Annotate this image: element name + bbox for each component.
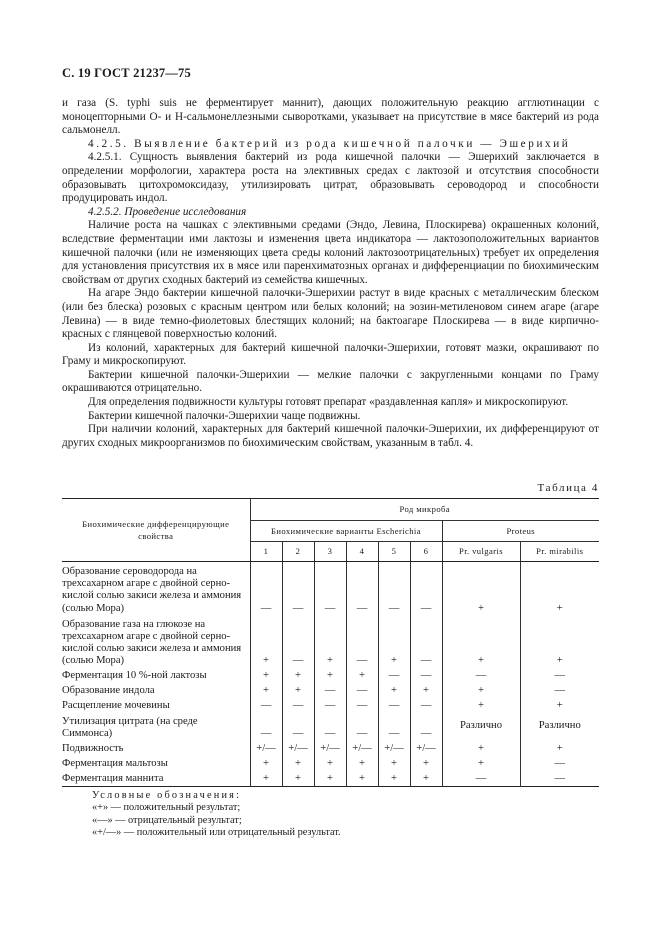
table-cell: + — [346, 668, 378, 683]
table-cell: + — [378, 615, 410, 668]
table-cell: — — [410, 698, 442, 713]
table-caption: Таблица 4 — [537, 482, 599, 494]
table-cell: + — [378, 755, 410, 770]
table-cell: + — [410, 755, 442, 770]
table-cell: — — [520, 683, 599, 698]
table-cell: — — [346, 615, 378, 668]
table-cell: — — [314, 562, 346, 615]
table-cell: — — [250, 562, 282, 615]
table-cell: + — [442, 683, 520, 698]
variant-header: 2 — [282, 542, 314, 562]
row-property: Ферментация 10 %-ной лактозы — [62, 670, 207, 682]
table-cell: — — [346, 683, 378, 698]
paragraph: Бактерии кишечной палочки-Эшерихии — мелкие палочки с закругленными концами по Граму окрашиваются отрицательно. — [62, 368, 599, 395]
table-cell: — — [282, 562, 314, 615]
row-property: Утилизация цитрата (на среде Симмонса) — [62, 715, 198, 739]
table-row — [62, 615, 599, 668]
table-cell: — — [378, 713, 410, 740]
table-row — [62, 713, 599, 740]
table-cell: — — [282, 615, 314, 668]
paragraph: Из колоний, характерных для бактерий кишечной палочки-Эшерихии, готовят мазки, окрашивают по Граму и микроскопируют. — [62, 341, 599, 368]
table-cell: — — [410, 668, 442, 683]
row-property: Образование индола — [62, 685, 155, 697]
table-row — [62, 770, 599, 786]
legend-item: «+» — положительный результат; — [92, 802, 241, 814]
table-cell: — — [442, 770, 520, 786]
table-cell: — — [346, 698, 378, 713]
table-cell: — — [378, 668, 410, 683]
table-cell: — — [520, 668, 599, 683]
paragraph: Наличие роста на чашках с элективными средами (Эндо, Левина, Плоскирева) окрашенных колоний, вследствие ферментации ими лактозы и изменения цвета индикатора — лактозоположительных вариантов кишечной палочки (или не изменяющих цвета среды колоний лактозоотрицательных) требует их определения для установления присутствия их в мясе или паренхиматозных органах и дифференциации по биохимическим свойствам от других сходных бактерий из семейства кишечных. — [62, 219, 599, 286]
table-cell: — — [314, 713, 346, 740]
table-cell: + — [250, 683, 282, 698]
row-property: Образование газа на глюкозе на трехсахарном агаре с двойной серно-кислой солью закиси железа и аммония (солью Мора) — [62, 618, 242, 667]
table-cell: — — [314, 698, 346, 713]
table-cell: + — [520, 562, 599, 615]
section-heading: 4.2.5. Выявление бактерий из рода кишечной палочки — Эшерихий — [88, 137, 571, 150]
table-cell: +/— — [250, 740, 282, 755]
table-cell: — — [410, 713, 442, 740]
table-row — [62, 755, 599, 770]
table-cell: — — [250, 713, 282, 740]
table-row — [62, 683, 599, 698]
table-cell: Различно — [520, 713, 599, 740]
table-cell: — — [378, 698, 410, 713]
table-cell: — — [410, 615, 442, 668]
table-row — [62, 562, 599, 615]
row-property: Образование сероводорода на трехсахарном агаре с двойной серно-кислой солью закиси железа и аммония (солью Мора) — [62, 566, 242, 614]
table-cell: — — [520, 770, 599, 786]
row-property: Ферментация мальтозы — [62, 757, 168, 769]
paragraph: и газа (S. typhi suis не ферментирует маннит), дающих положительную реакцию агглютинации с моноцепторными О- и Н-сальмонеллезными сыворотками, указывает на присутствие в мясе бактерий из рода сальмонелл. — [62, 97, 599, 137]
table-cell: + — [250, 770, 282, 786]
table-cell: + — [378, 683, 410, 698]
table-cell: + — [442, 615, 520, 668]
property-column-header: Биохимические дифференцирующие свойства — [62, 499, 250, 562]
body-text — [62, 97, 599, 450]
escherichia-header: Биохимические варианты Escherichia — [250, 521, 442, 542]
table-row — [62, 740, 599, 755]
variant-header: 4 — [346, 542, 378, 562]
page-header: С. 19 ГОСТ 21237—75 — [62, 66, 191, 80]
legend-item: «—» — отрицательный результат; — [92, 814, 242, 826]
table-cell: + — [442, 562, 520, 615]
table-cell: + — [250, 755, 282, 770]
table-cell: + — [346, 770, 378, 786]
table-cell: + — [314, 615, 346, 668]
table-cell: + — [442, 698, 520, 713]
table-cell: + — [282, 755, 314, 770]
proteus-header: Proteus — [442, 521, 599, 542]
paragraph: При наличии колоний, характерных для бактерий кишечной палочки-Эшерихии, их дифференцируют от других сходных микроорганизмов по биохимическим свойствам, указанным в табл. 4. — [62, 423, 599, 449]
table-cell: + — [410, 683, 442, 698]
table-cell: — — [410, 562, 442, 615]
variant-header: 3 — [314, 542, 346, 562]
table-cell: + — [378, 770, 410, 786]
legend-item: «+/—» — положительный или отрицательный результат. — [92, 827, 341, 839]
table-cell: +/— — [346, 740, 378, 755]
subsection-heading: 4.2.5.2. Проведение исследования — [88, 205, 247, 218]
row-property: Подвижность — [62, 742, 124, 754]
table-cell: + — [442, 755, 520, 770]
variant-header: 1 — [250, 542, 282, 562]
table-cell: — — [250, 698, 282, 713]
table-cell: +/— — [410, 740, 442, 755]
paragraph: На агаре Эндо бактерии кишечной палочки-Эшерихии растут в виде красных с металлическим блеском (или без блеска) розовых с красным центром или белых колоний; на эозин-метиленовом синем агаре (агаре Левина) — в виде темно-фиолетовых блестящих колоний; на бактоагаре Плоскирева — в виде кирпично-красных с глянцевой поверхностью колоний. — [62, 287, 599, 341]
table-cell: +/— — [378, 740, 410, 755]
table-cell: +/— — [282, 740, 314, 755]
table-cell: + — [250, 668, 282, 683]
table-cell: + — [250, 615, 282, 668]
table-cell: — — [378, 562, 410, 615]
table-cell: + — [314, 755, 346, 770]
table-cell: Различно — [442, 713, 520, 740]
variant-header: 6 — [410, 542, 442, 562]
table-row — [62, 668, 599, 683]
table-cell: — — [282, 698, 314, 713]
row-property: Расщепление мочевины — [62, 700, 170, 712]
table-cell: + — [520, 698, 599, 713]
row-property: Ферментация маннита — [62, 773, 164, 785]
species-header: Pr. vulgaris — [442, 542, 520, 562]
table-cell: — — [346, 562, 378, 615]
legend-title: Условные обозначения: — [92, 790, 242, 801]
table-cell: — — [346, 713, 378, 740]
table-cell: + — [520, 740, 599, 755]
table-cell: + — [346, 755, 378, 770]
table-cell: — — [520, 755, 599, 770]
legend — [92, 790, 341, 840]
table-cell: + — [282, 668, 314, 683]
table-cell: + — [442, 740, 520, 755]
table-cell: + — [314, 770, 346, 786]
table-cell: +/— — [314, 740, 346, 755]
paragraph: Бактерии кишечной палочки-Эшерихии чаще подвижны. — [88, 409, 361, 422]
biochemical-table — [62, 498, 599, 787]
table-cell: — — [314, 683, 346, 698]
paragraph: 4.2.5.1. Сущность выявления бактерий из рода кишечной палочки — Эшерихий заключается в определении морфологии, характера роста на элективных средах с лактозой и отсутствия способности образовывать цитохромоксидазу, утилизировать цитрат, образовывать сероводород и способности продуцировать индол. — [62, 151, 599, 205]
table-cell: + — [520, 615, 599, 668]
table-cell: — — [442, 668, 520, 683]
genus-header: Род микроба — [250, 499, 599, 521]
table-row — [62, 698, 599, 713]
table-cell: + — [282, 683, 314, 698]
table-cell: + — [314, 668, 346, 683]
table-cell: + — [410, 770, 442, 786]
variant-header: 5 — [378, 542, 410, 562]
table-cell: + — [282, 770, 314, 786]
table-cell: — — [282, 713, 314, 740]
species-header: Pr. mirabilis — [520, 542, 599, 562]
paragraph: Для определения подвижности культуры готовят препарат «раздавленная капля» и микроскопируют. — [88, 396, 569, 409]
